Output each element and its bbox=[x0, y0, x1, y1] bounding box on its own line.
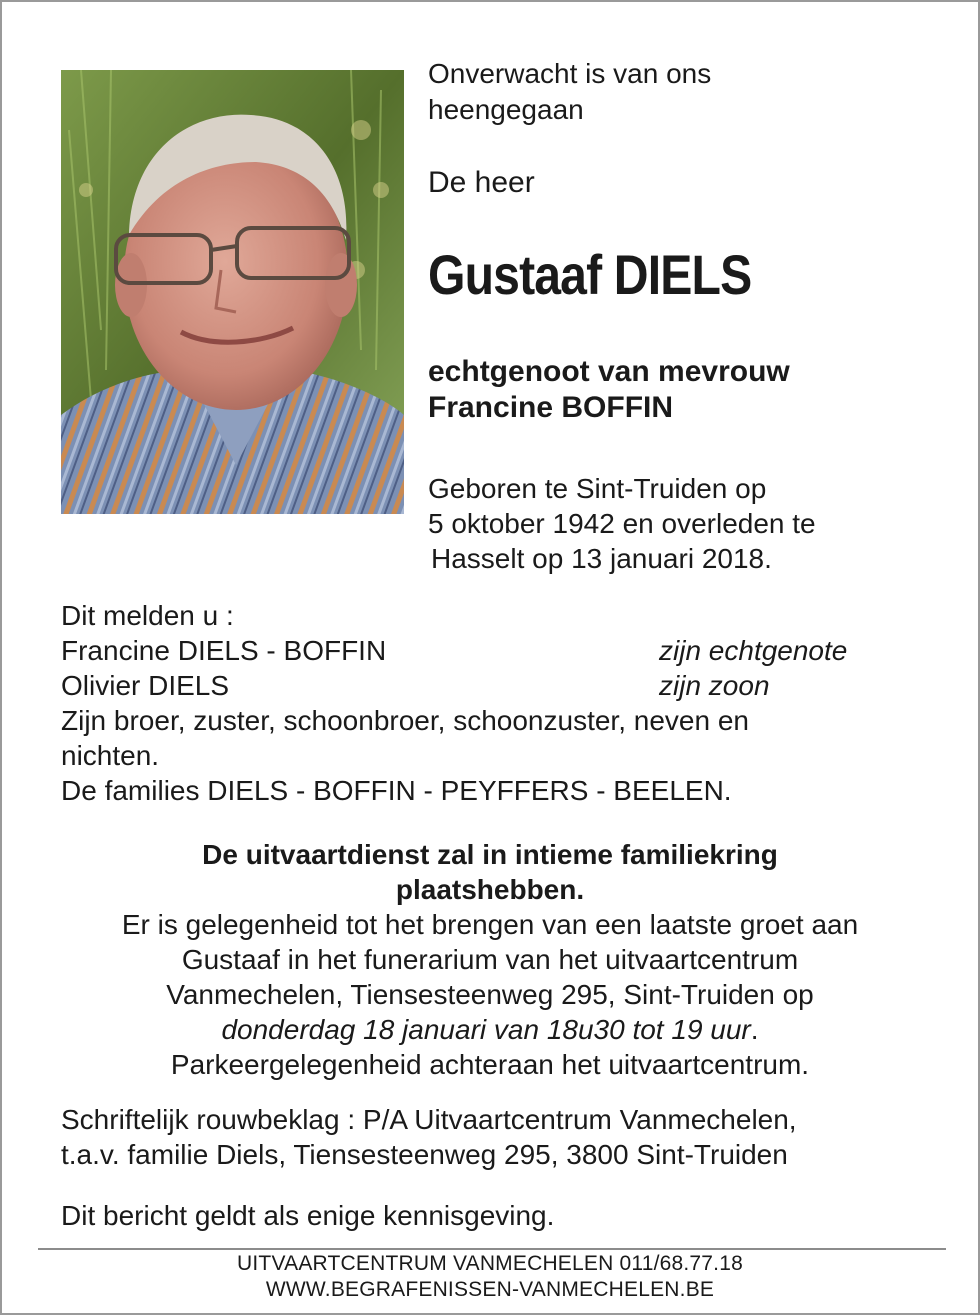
footer-website: WWW.BEGRAFENISSEN-VANMECHELEN.BE bbox=[265, 1278, 715, 1301]
intro-line: Onverwacht is van ons bbox=[428, 58, 712, 89]
condolences-line: t.a.v. familie Diels, Tiensesteenweg 295, 3800 Sint-Truiden bbox=[61, 1139, 788, 1170]
families-line: De families DIELS - BOFFIN - PEYFFERS - BEELEN. bbox=[61, 775, 732, 806]
birth-death-info bbox=[428, 471, 948, 576]
birth-death-line: 5 oktober 1942 en overleden te bbox=[428, 508, 816, 539]
salutation: De heer bbox=[428, 166, 535, 199]
service-line: Er is gelegenheid tot het brengen van een laatste groet aan bbox=[121, 909, 859, 940]
deceased-name: Gustaaf DIELS bbox=[428, 243, 752, 306]
relative-row bbox=[61, 668, 941, 703]
spouse-line: Francine BOFFIN bbox=[428, 391, 674, 424]
other-relatives-line: Zijn broer, zuster, schoonbroer, schoonzuster, neven en bbox=[61, 705, 749, 736]
announcement-heading: Dit melden u : bbox=[61, 600, 234, 631]
birth-death-line: Geboren te Sint-Truiden op bbox=[428, 473, 767, 504]
birth-death-line: Hasselt op 13 januari 2018. bbox=[431, 543, 772, 574]
intro-text bbox=[428, 56, 948, 128]
relative-name: Francine DIELS - BOFFIN bbox=[61, 635, 387, 666]
footer-divider bbox=[38, 1248, 946, 1250]
footer bbox=[2, 1251, 978, 1303]
service-heading-line: De uitvaartdienst zal in intieme familiekring bbox=[202, 839, 778, 870]
condolences bbox=[61, 1102, 941, 1172]
relative-name: Olivier DIELS bbox=[61, 670, 230, 701]
footer-contact: UITVAARTCENTRUM VANMECHELEN 011/68.77.18 bbox=[237, 1252, 743, 1275]
service-date-suffix: . bbox=[750, 1014, 759, 1045]
spouse-line: echtgenoot van mevrouw bbox=[428, 355, 790, 388]
condolences-line: Schriftelijk rouwbeklag : P/A Uitvaartcentrum Vanmechelen, bbox=[61, 1104, 797, 1135]
service-info bbox=[42, 837, 938, 1082]
intro-line: heengegaan bbox=[428, 94, 584, 125]
service-line: Gustaaf in het funerarium van het uitvaartcentrum bbox=[181, 944, 799, 975]
notice-text: Dit bericht geldt als enige kennisgeving. bbox=[61, 1200, 555, 1231]
relative-relation: zijn zoon bbox=[659, 670, 770, 701]
service-heading-line: plaatshebben. bbox=[395, 874, 585, 905]
announcement bbox=[61, 598, 941, 808]
service-line: Vanmechelen, Tiensesteenweg 295, Sint-Truiden op bbox=[166, 979, 814, 1010]
portrait-photo bbox=[61, 70, 404, 514]
relative-row bbox=[61, 633, 941, 668]
spouse-info bbox=[428, 354, 948, 426]
other-relatives-line: nichten. bbox=[61, 740, 160, 771]
service-date-line bbox=[42, 1012, 938, 1047]
service-date: donderdag 18 januari van 18u30 tot 19 uur bbox=[221, 1014, 751, 1045]
parking-line: Parkeergelegenheid achteraan het uitvaartcentrum. bbox=[170, 1049, 810, 1080]
relative-relation: zijn echtgenote bbox=[659, 635, 848, 666]
